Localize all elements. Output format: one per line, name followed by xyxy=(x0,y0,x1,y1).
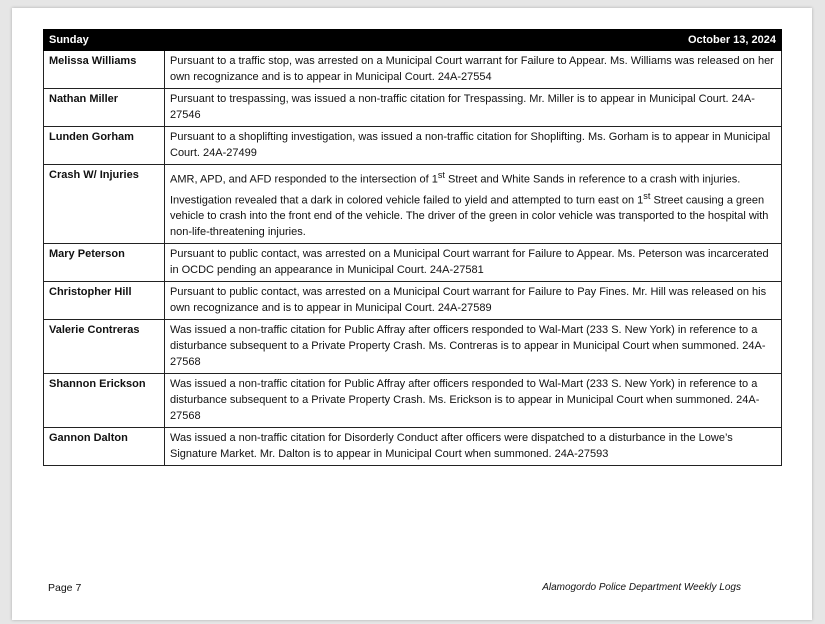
date-heading: October 13, 2024 xyxy=(165,30,782,51)
desc-text: Street and White Sands in reference to a crash with injuries. Investigation revealed that a dark in colored vehicle failed to yield and attempted to turn east on 1 xyxy=(170,173,741,207)
entry-description xyxy=(165,165,782,244)
table-row xyxy=(44,428,782,466)
entry-description: Pursuant to a shoplifting investigation, was issued a non-traffic citation for Shoplifting. Ms. Gorham is to appear in Municipal Court. 24A-27499 xyxy=(165,127,782,165)
entry-description: Was issued a non-traffic citation for Public Affray after officers responded to Wal-Mart (233 S. New York) in reference to a disturbance subsequent to a Private Property Crash. Ms. Erickson is to appear in Municipal Court when summoned. 24A-27568 xyxy=(165,374,782,428)
header-row xyxy=(44,30,782,51)
day-heading: Sunday xyxy=(44,30,165,51)
table-row xyxy=(44,282,782,320)
ordinal-suffix: st xyxy=(643,190,651,201)
entry-description: Pursuant to public contact, was arrested on a Municipal Court warrant for Failure to Pay Fines. Mr. Hill was released on his own recognizance and is to appear in Municipal Court. 24A-27589 xyxy=(165,282,782,320)
entry-description: Pursuant to a traffic stop, was arrested on a Municipal Court warrant for Failure to Appear. Ms. Williams was released on her own recognizance and is to appear in Municipal Court. 24A-27554 xyxy=(165,51,782,89)
entry-description: Was issued a non-traffic citation for Disorderly Conduct after officers were dispatched to a disturbance in the Lowe’s Signature Market. Mr. Dalton is to appear in Municipal Court when summoned. 24A-27593 xyxy=(165,428,782,466)
desc-text: AMR, APD, and AFD responded to the intersection of 1 xyxy=(170,173,438,186)
entry-name: Nathan Miller xyxy=(44,89,165,127)
table-row xyxy=(44,89,782,127)
entry-name: Christopher Hill xyxy=(44,282,165,320)
table-row xyxy=(44,165,782,244)
table-row xyxy=(44,51,782,89)
entry-name: Mary Peterson xyxy=(44,244,165,282)
entry-name: Shannon Erickson xyxy=(44,374,165,428)
entry-name: Valerie Contreras xyxy=(44,320,165,374)
entry-description: Pursuant to trespassing, was issued a non-traffic citation for Trespassing. Mr. Miller is to appear in Municipal Court. 24A-27546 xyxy=(165,89,782,127)
footer-title: Alamogordo Police Department Weekly Logs xyxy=(542,582,741,593)
entry-name: Melissa Williams xyxy=(44,51,165,89)
document-page xyxy=(12,8,812,620)
page-number: Page 7 xyxy=(48,582,82,594)
table-row xyxy=(44,244,782,282)
desc-text: Street causing a green vehicle to crash into the front end of the vehicle. The driver of the green in color vehicle was transported to the hospital with non-life-threatening injuries. xyxy=(170,194,769,239)
entry-description: Pursuant to public contact, was arrested on a Municipal Court warrant for Failure to Appear. Ms. Peterson was incarcerated in OCDC pending an appearance in Municipal Court. 24A-27581 xyxy=(165,244,782,282)
table-row xyxy=(44,320,782,374)
ordinal-suffix: st xyxy=(437,170,445,180)
entry-name: Gannon Dalton xyxy=(44,428,165,466)
table-row xyxy=(44,127,782,165)
entry-name: Crash W/ Injuries xyxy=(44,165,165,244)
table-row xyxy=(44,374,782,428)
entry-description: Was issued a non-traffic citation for Public Affray after officers responded to Wal-Mart (233 S. New York) in reference to a disturbance subsequent to a Private Property Crash. Ms. Contreras is to appear in Municipal Court when summoned. 24A-27568 xyxy=(165,320,782,374)
log-table xyxy=(43,29,782,466)
entry-name: Lunden Gorham xyxy=(44,127,165,165)
